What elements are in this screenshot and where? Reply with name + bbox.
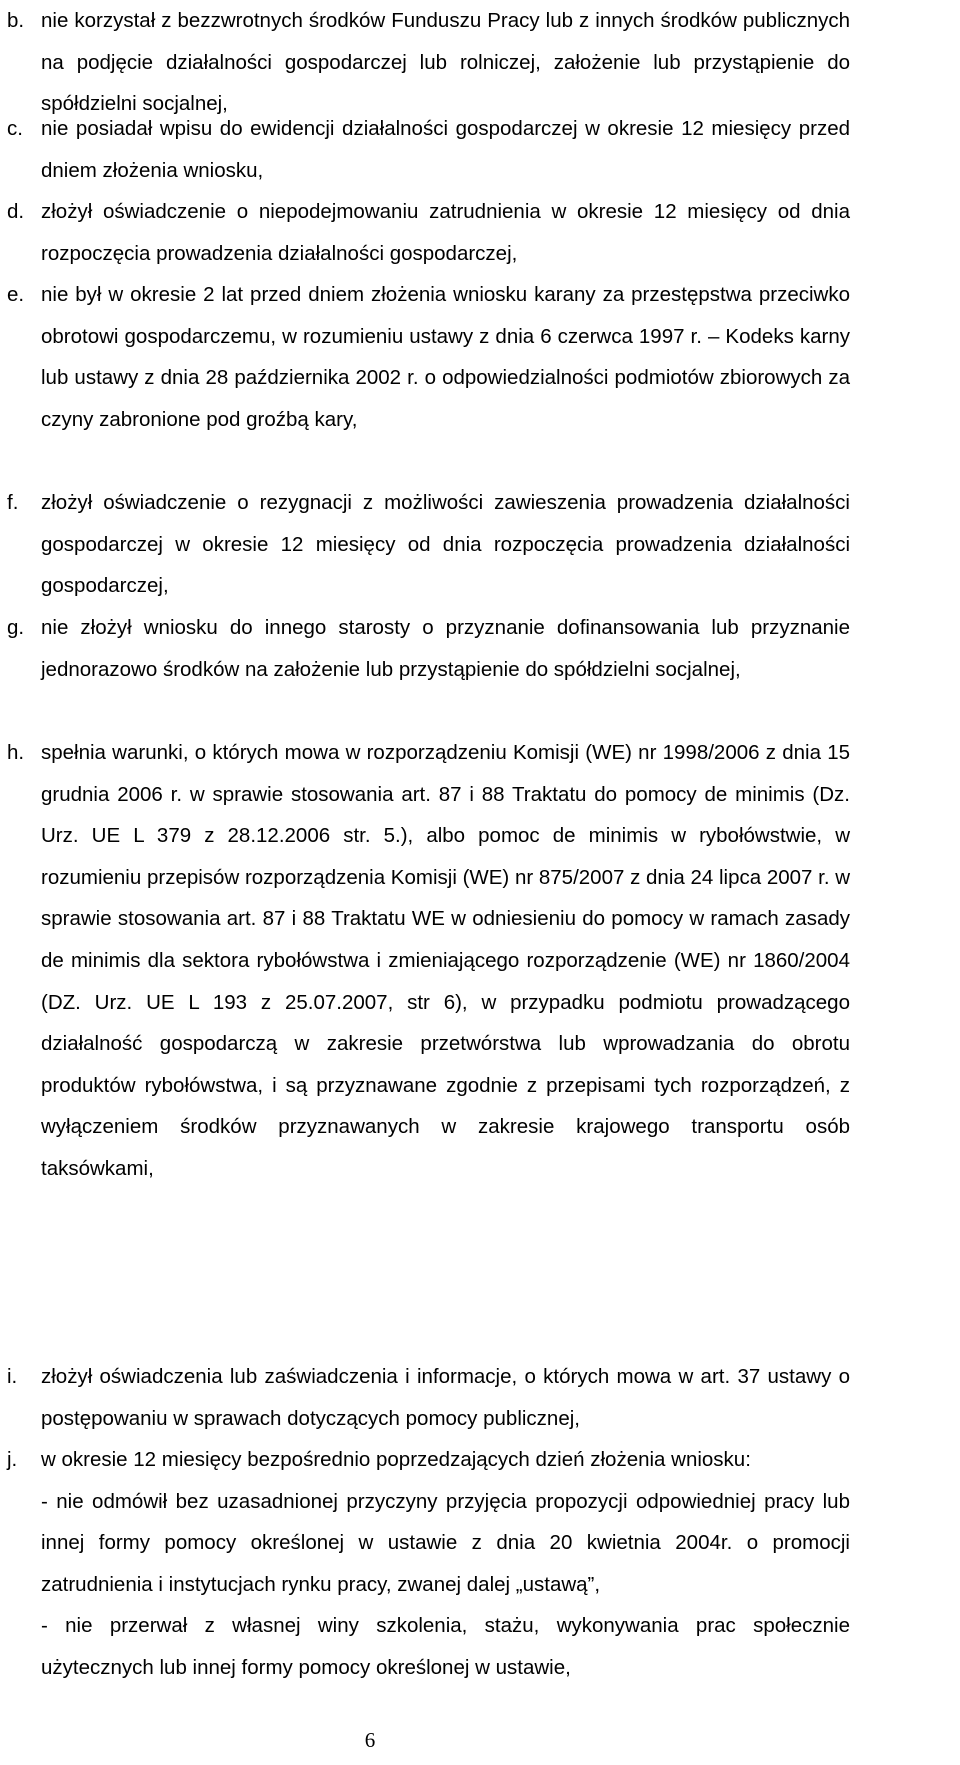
list-item-text: nie był w okresie 2 lat przed dniem złożenia wniosku karany za przestępstwa przeciwko obrotowi gospodarczemu, w rozumieniu ustawy z dnia 6 czerwca 1997 r. – Kodeks karny lub ustawy z dnia 28 października 2002 r. o odpowiedzialności podmiotów zbiorowych za czyny zabronione pod groźbą kary, [41, 283, 850, 431]
list-item-b [7, 0, 850, 125]
list-item-f [7, 482, 850, 607]
list-marker: e. [7, 283, 25, 306]
list-marker: i. [7, 1365, 18, 1388]
list-item-text: złożył oświadczenie o rezygnacji z możliwości zawieszenia prowadzenia działalności gospodarczej w okresie 12 miesięcy od dnia rozpoczęcia prowadzenia działalności gospodarczej, [41, 491, 850, 598]
list-marker: g. [7, 616, 25, 639]
list-item-body [41, 1439, 850, 1689]
list-marker: h. [7, 741, 25, 764]
page-number: 6 [364, 1728, 376, 1752]
list-item-text: nie posiadał wpisu do ewidencji działalności gospodarczej w okresie 12 miesięcy przed dniem złożenia wniosku, [41, 117, 850, 182]
list-item-h [7, 732, 850, 1190]
list-item-text: złożył oświadczenie o niepodejmowaniu zatrudnienia w okresie 12 miesięcy od dnia rozpoczęcia prowadzenia działalności gospodarczej, [41, 200, 850, 265]
list-marker: b. [7, 9, 25, 32]
list-item-i [7, 1356, 850, 1439]
sub-item-2: - nie przerwał z własnej winy szkolenia, stażu, wykonywania prac społecznie użytecznych lub innej formy pomocy określonej w ustawie, [41, 1614, 850, 1679]
list-item-j [7, 1439, 850, 1689]
list-item-text: nie korzystał z bezzwrotnych środków Funduszu Pracy lub z innych środków publicznych na podjęcie działalności gospodarczej lub rolniczej, założenie lub przystąpienie do spółdzielni socjalnej, [41, 9, 850, 116]
sub-item-1: - nie odmówił bez uzasadnionej przyczyny przyjęcia propozycji odpowiedniej pracy lub innej formy pomocy określonej w ustawie z dnia 20 kwietnia 2004r. o promocji zatrudnienia i instytucjach rynku pracy, zwanej dalej „ustawą”, [41, 1489, 850, 1596]
list-marker: f. [7, 491, 19, 514]
list-item-text: spełnia warunki, o których mowa w rozporządzeniu Komisji (WE) nr 1998/2006 z dnia 15 grudnia 2006 r. w sprawie stosowania art. 87 i 88 Traktatu do pomocy de minimis (Dz. Urz. UE L 379 z 28.12.2006 str. 5.), albo pomoc de minimis w rybołówstwie, w rozumieniu przepisów rozporządzenia Komisji (WE) nr 875/2007 z dnia 24 lipca 2007 r. w sprawie stosowania art. 87 i 88 Traktatu WE w odniesieniu do pomocy w ramach zasady de minimis dla sektora rybołówstwa i zmieniającego rozporządzenie (WE) nr 1860/2004 (DZ. Urz. UE L 193 z 25.07.2007, str 6), w przypadku podmiotu prowadzącego działalność gospodarczą w zakresie przetwórstwa lub wprowadzania do obrotu produktów rybołówstwa, i są przyznawane zgodnie z przepisami tych rozporządzeń, z wyłączeniem środków przyznawanych w zakresie krajowego transportu osób taksówkami, [41, 741, 851, 1180]
list-marker: j. [7, 1448, 18, 1471]
list-marker: c. [7, 117, 23, 140]
list-item-d [7, 191, 850, 274]
list-item-text: złożył oświadczenia lub zaświadczenia i informacje, o których mowa w art. 37 ustawy o postępowaniu w sprawach dotyczących pomocy publicznej, [41, 1365, 850, 1430]
list-item-e [7, 274, 850, 440]
list-item-text: nie złożył wniosku do innego starosty o przyznanie dofinansowania lub przyznanie jednorazowo środków na założenie lub przystąpienie do spółdzielni socjalnej, [41, 616, 850, 681]
list-item-text: w okresie 12 miesięcy bezpośrednio poprzedzających dzień złożenia wniosku: [41, 1448, 751, 1471]
list-marker: d. [7, 200, 25, 223]
list-item-c [7, 108, 850, 191]
list-item-g [7, 607, 850, 690]
